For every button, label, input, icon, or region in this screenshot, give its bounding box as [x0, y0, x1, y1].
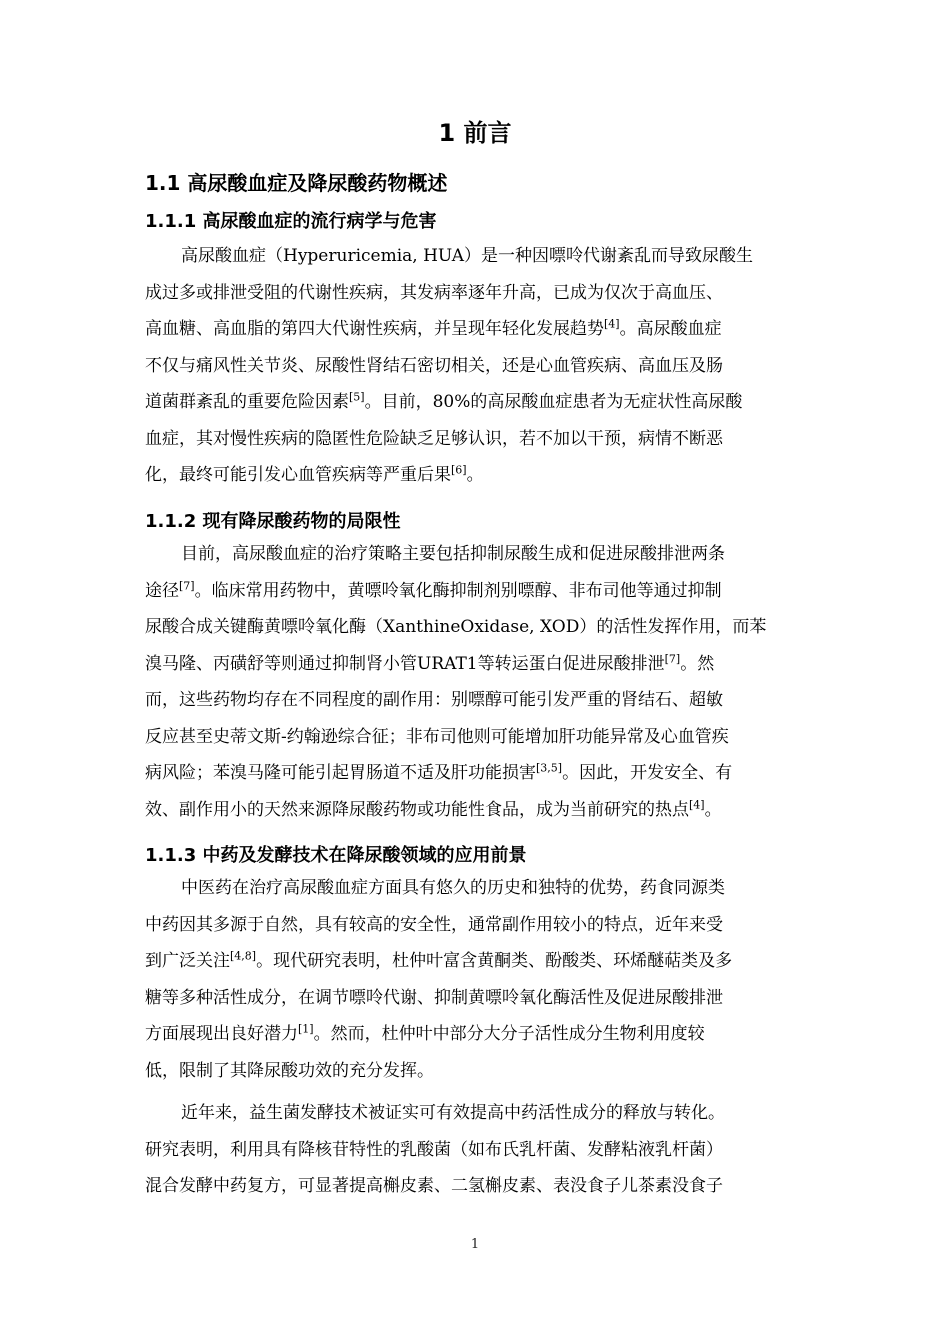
paragraph-1-1-3-b	[145, 1095, 810, 1205]
text-line: 效、副作用小的天然来源降尿酸药物或功能性食品，成为当前研究的热点[4]。	[145, 797, 722, 820]
text-line: 尿酸合成关键酶黄嘌呤氧化酶（XanthineOxidase, XOD）的活性发挥作用，而苯	[145, 617, 767, 637]
text-line: 中药因其多源于自然，具有较高的安全性，通常副作用较小的特点，近年来受	[145, 914, 723, 935]
text-line: 混合发酵中药复方，可显著提高槲皮素、二氢槲皮素、表没食子儿茶素没食子	[145, 1176, 723, 1196]
text-line: 高血糖、高血脂的第四大代谢性疾病，并呈现年轻化发展趋势[4]。高尿酸血症	[145, 317, 722, 339]
text-line: 病风险；苯溴马隆可能引起胃肠道不适及肝功能损害[3,5]。因此，开发安全、有	[145, 761, 733, 783]
subsection-heading-1-1-3: 1.1.3 中药及发酵技术在降尿酸领域的应用前景	[145, 845, 527, 866]
text-line: 糖等多种活性成分，在调节嘌呤代谢、抑制黄嘌呤氧化酶活性及促进尿酸排泄	[145, 987, 723, 1008]
text-line: 血症，其对慢性疾病的隐匿性危险缺乏足够认识，若不加以干预，病情不断恶	[145, 428, 723, 449]
subsection-heading-1-1-1: 1.1.1 高尿酸血症的流行病学与危害	[145, 211, 437, 232]
text-line: 反应甚至史蒂文斯-约翰逊综合征；非布司他则可能增加肝功能异常及心血管疾	[145, 726, 729, 747]
chapter-title: 1 前言	[438, 119, 512, 147]
text-line: 高尿酸血症（Hyperuricemia, HUA）是一种因嘌呤代谢紊乱而导致尿酸生	[181, 246, 753, 266]
text-line: 化，最终可能引发心血管疾病等严重后果[6]。	[145, 463, 484, 485]
text-line: 溴马隆、丙磺舒等则通过抑制肾小管URAT1等转运蛋白促进尿酸排泄[7]。然	[145, 651, 715, 674]
text-line: 中医药在治疗高尿酸血症方面具有悠久的历史和独特的优势，药食同源类	[181, 878, 725, 898]
text-line: 成过多或排泄受阻的代谢性疾病，其发病率逐年升高，已成为仅次于高血压、	[145, 282, 723, 303]
text-line: 方面展现出良好潜力[1]。然而，杜仲叶中部分大分子活性成分生物利用度较	[145, 1022, 705, 1044]
subsection-heading-1-1-2: 1.1.2 现有降尿酸药物的局限性	[145, 511, 401, 532]
text-line: 到广泛关注[4,8]。现代研究表明，杜仲叶富含黄酮类、酚酸类、环烯醚萜类及多	[145, 949, 733, 971]
paragraph-1-1-1	[145, 238, 810, 494]
text-line: 目前，高尿酸血症的治疗策略主要包括抑制尿酸生成和促进尿酸排泄两条	[181, 544, 725, 564]
section-heading-1-1: 1.1 高尿酸血症及降尿酸药物概述	[145, 171, 448, 195]
page-number: 1	[470, 1237, 480, 1252]
paragraph-1-1-3-a	[145, 870, 810, 1089]
text-line: 低，限制了其降尿酸功效的充分发挥。	[145, 1060, 434, 1081]
text-line: 不仅与痛风性关节炎、尿酸性肾结石密切相关，还是心血管疾病、高血压及肠	[145, 355, 723, 376]
text-line: 途径[7]。临床常用药物中，黄嘌呤氧化酶抑制剂别嘌醇、非布司他等通过抑制	[145, 578, 722, 601]
text-line: 近年来，益生菌发酵技术被证实可有效提高中药活性成分的释放与转化。	[181, 1103, 725, 1123]
text-line: 道菌群紊乱的重要危险因素[5]。目前，80%的高尿酸血症患者为无症状性高尿酸	[145, 390, 743, 412]
text-line: 研究表明，利用具有降核苷特性的乳酸菌（如布氏乳杆菌、发酵粘液乳杆菌）	[145, 1139, 723, 1160]
paragraph-1-1-2	[145, 536, 810, 828]
text-line: 而，这些药物均存在不同程度的副作用：别嘌醇可能引发严重的肾结石、超敏	[145, 690, 723, 710]
